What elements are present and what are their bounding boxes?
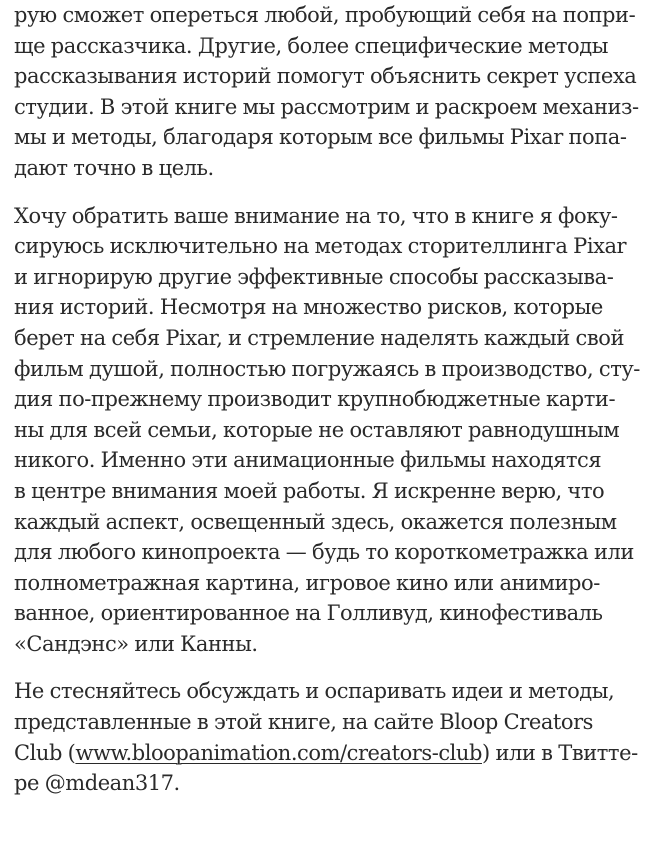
text-line: представленные в этой книге, на сайте Bloop Creators	[14, 710, 593, 735]
book-page	[14, 0, 654, 816]
text-line: мы и методы, благодаря которым все фильмы Pixar попа-	[14, 125, 627, 150]
text-line: фильм душой, полностью погружаясь в производство, сту-	[14, 356, 640, 381]
text-line: и игнорирую другие эффективные способы рассказыва-	[14, 264, 614, 289]
text-line: студии. В этой книге мы рассмотрим и раскроем механиз-	[14, 94, 639, 119]
link-prefix-text: Club (	[14, 740, 76, 765]
text-line: «Сандэнс» или Канны.	[14, 631, 258, 656]
text-line: Хочу обратить ваше внимание на то, что в книге я фоку-	[14, 203, 618, 228]
link-text-line	[14, 738, 654, 769]
text-line: дают точно в цель.	[14, 155, 214, 180]
text-line: ще рассказчика. Другие, более специфические методы	[14, 33, 608, 58]
text-line: ния историй. Несмотря на множество рисков, которые	[14, 295, 603, 320]
text-line: Не стесняйтесь обсуждать и оспаривать идеи и методы,	[14, 679, 615, 704]
link-suffix-text: ) или в Твитте-	[482, 740, 638, 765]
paragraph-3	[14, 676, 654, 798]
text-line: рассказывания историй помогут объяснить секрет успеха	[14, 64, 637, 89]
text-line: ре @mdean317.	[14, 771, 180, 796]
creators-club-link[interactable]: www.bloopanimation.com/creators-club	[75, 740, 482, 765]
paragraph-1	[14, 0, 654, 184]
text-line: полнометражная картина, игровое кино или анимиро-	[14, 570, 600, 595]
text-line: дия по-прежнему производит крупнобюджетные карти-	[14, 387, 616, 412]
text-line: никого. Именно эти анимационные фильмы находятся	[14, 448, 602, 473]
text-line: берет на себя Pixar, и стремление наделять каждый свой	[14, 325, 624, 350]
paragraph-2	[14, 201, 654, 660]
text-line: каждый аспект, освещенный здесь, окажется полезным	[14, 509, 617, 534]
text-line: ванное, ориентированное на Голливуд, кинофестиваль	[14, 601, 603, 626]
text-line: ны для всей семьи, которые не оставляют равнодушным	[14, 417, 620, 442]
text-line: в центре внимания моей работы. Я искренне верю, что	[14, 478, 605, 503]
text-line: рую сможет опереться любой, пробующий себя на попри-	[14, 3, 636, 27]
text-line: сируюсь исключительно на методах сторителлинга Pixar	[14, 234, 627, 259]
text-line: для любого кинопроекта — будь то короткометражка или	[14, 540, 634, 565]
